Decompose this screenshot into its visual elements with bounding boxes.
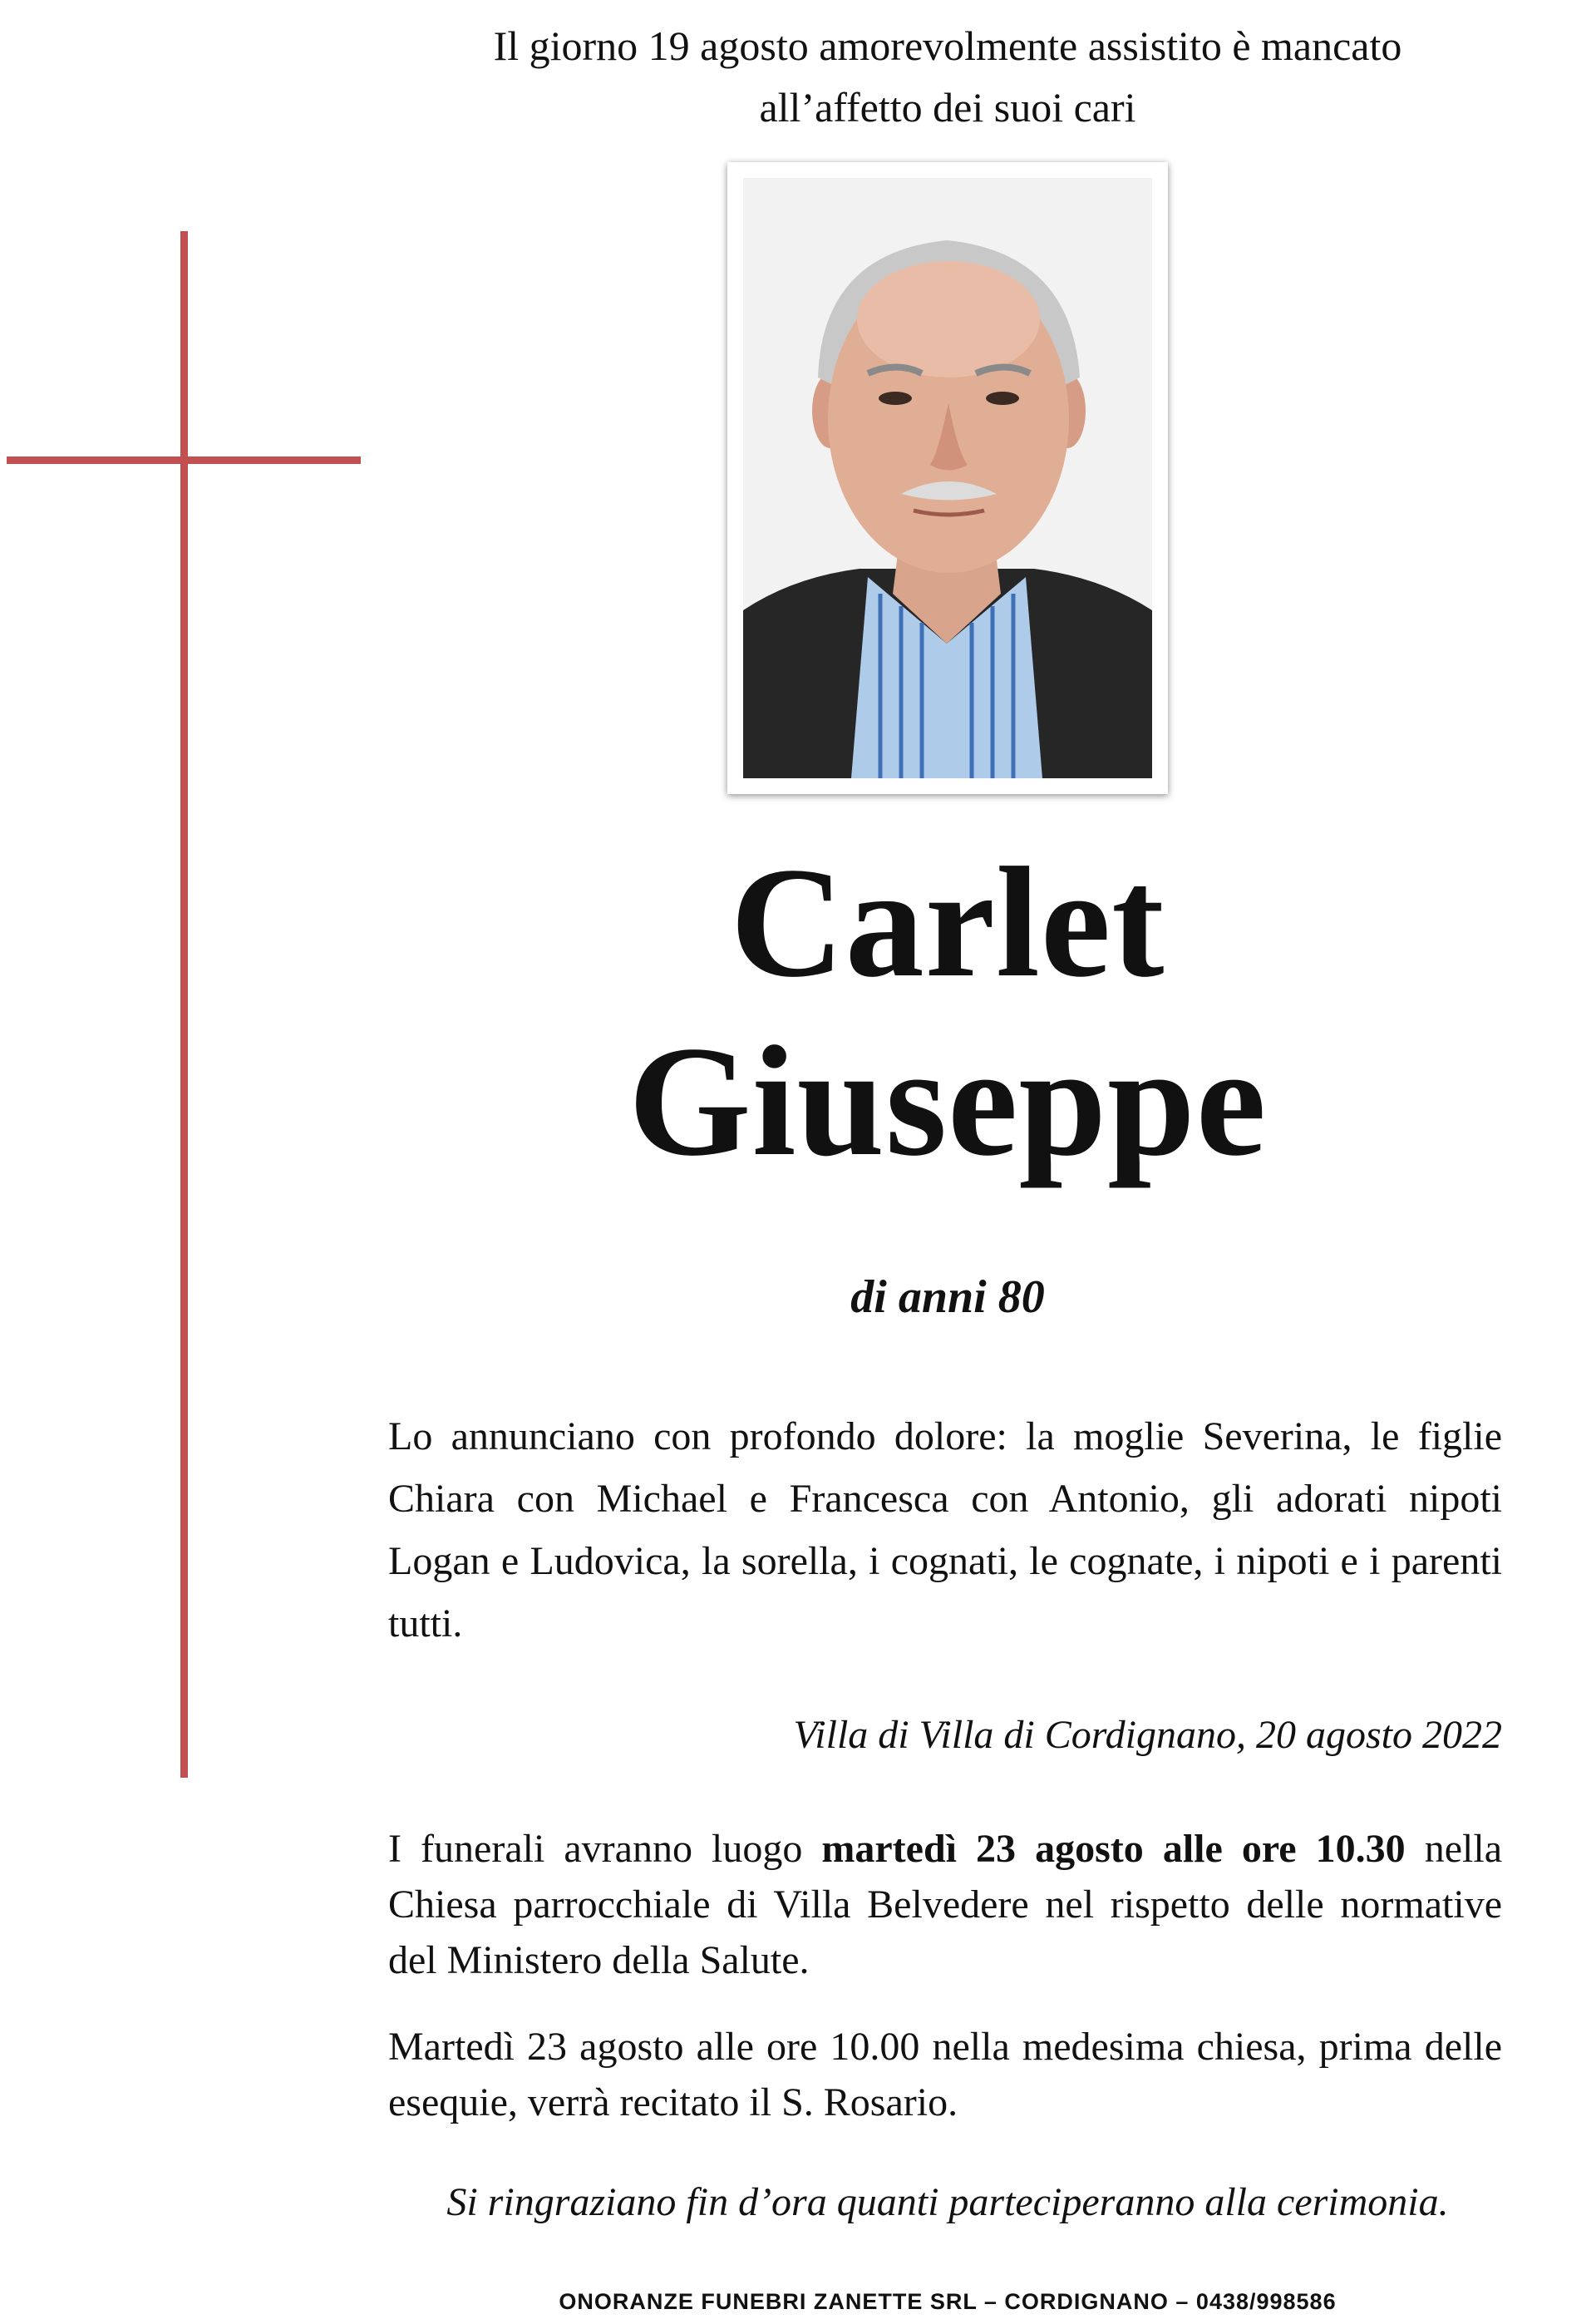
funeral-text-after: nella Chiesa parrocchiale di Villa Belvedere nel rispetto delle normative del Ministero della Salute. bbox=[388, 1827, 1502, 1982]
place-and-date: Villa di Villa di Cordignano, 20 agosto 2022 bbox=[793, 1713, 1502, 1757]
deceased-age: di anni 80 bbox=[850, 1271, 1045, 1323]
funeral-date-time: martedì 23 agosto alle ore 10.30 bbox=[821, 1827, 1406, 1871]
deceased-surname: Carlet bbox=[730, 836, 1165, 1010]
portrait-photo bbox=[727, 162, 1168, 794]
intro-text bbox=[349, 15, 1546, 138]
portrait-illustration bbox=[743, 178, 1152, 778]
thanks-line: Si ringraziano fin d’ora quanti parteciperanno alla cerimonia. bbox=[446, 2180, 1449, 2224]
funeral-paragraph bbox=[388, 1821, 1502, 1988]
funeral-text-before: I funerali avranno luogo bbox=[388, 1827, 822, 1871]
rosary-paragraph: Martedì 23 agosto alle ore 10.00 nella medesima chiesa, prima delle esequie, verrà recitato il S. Rosario. bbox=[388, 2025, 1502, 2124]
funeral-home-footer: ONORANZE FUNEBRI ZANETTE SRL – CORDIGNANO – 0438/998586 bbox=[559, 2289, 1337, 2314]
deceased-given-name: Giuseppe bbox=[628, 1014, 1268, 1189]
intro-line-1: Il giorno 19 agosto amorevolmente assistito è mancato bbox=[493, 22, 1402, 69]
cross-horizontal-bar bbox=[7, 456, 361, 464]
announcement-paragraph: Lo annunciano con profondo dolore: la moglie Severina, le figlie Chiara con Michael e Francesca con Antonio, gli adorati nipoti Logan e Ludovica, la sorella, i cognati, le cognate, i nipoti e i parenti tutti. bbox=[388, 1414, 1502, 1646]
intro-line-2: all’affetto dei suoi cari bbox=[759, 84, 1136, 131]
